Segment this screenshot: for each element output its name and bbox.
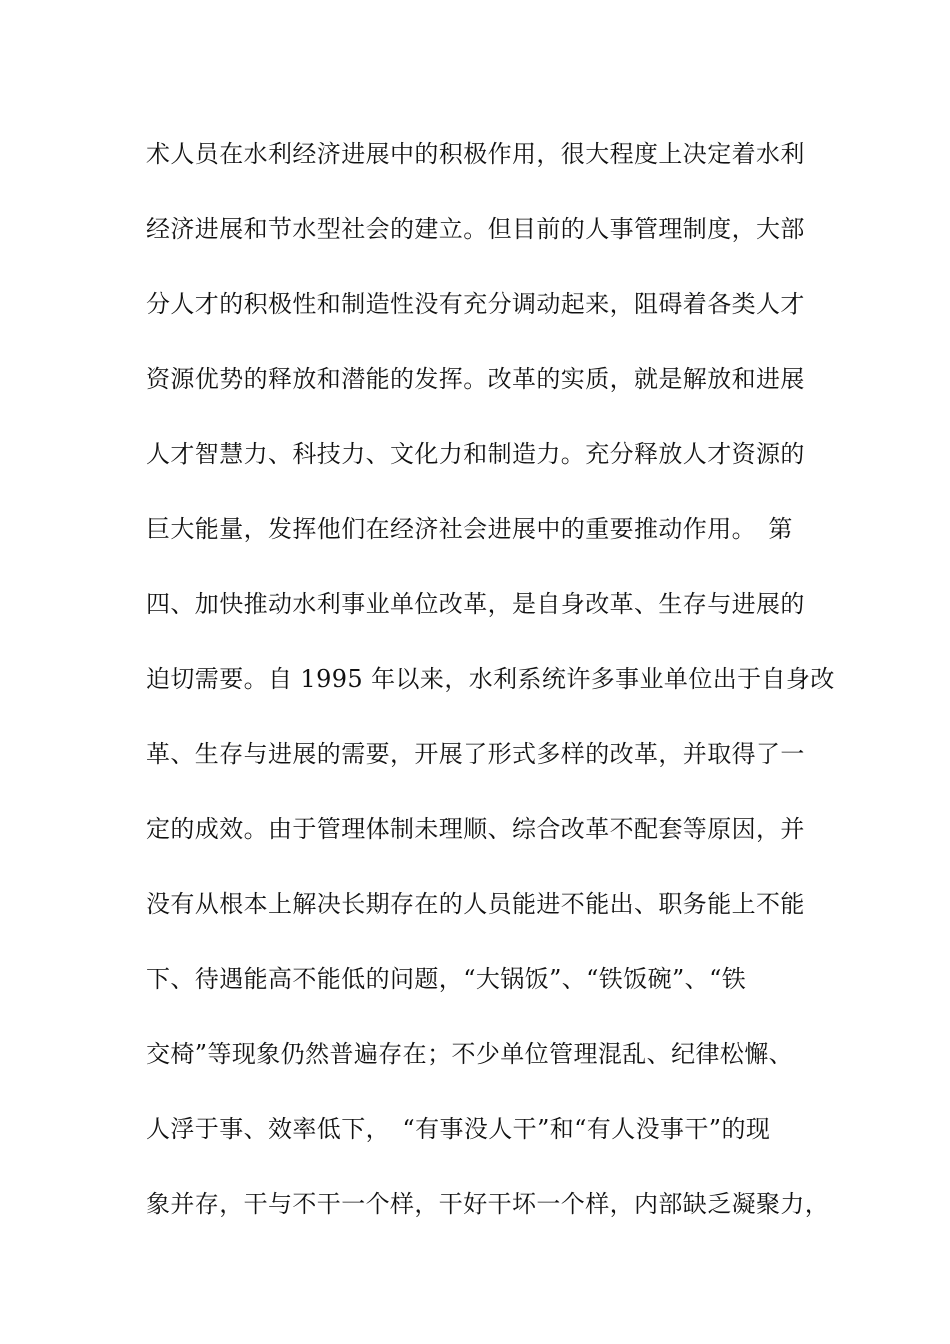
text-line-13: 交椅”等现象仍然普遍存在；不少单位管理混乱、纪律松懈、 (146, 1040, 794, 1068)
text-line-3: 分人才的积极性和制造性没有充分调动起来，阻碍着各类人才 (146, 290, 805, 318)
text-line-2: 经济进展和节水型社会的建立。但目前的人事管理制度，大部 (146, 215, 805, 243)
text-line-5: 人才智慧力、科技力、文化力和制造力。充分释放人才资源的 (146, 440, 805, 468)
text-line-11: 没有从根本上解决长期存在的人员能进不能出、职务能上不能 (146, 890, 805, 918)
text-line-1: 术人员在水利经济进展中的积极作用，很大程度上决定着水利 (146, 140, 805, 168)
body-text (146, 132, 835, 1257)
text-line-9: 革、生存与进展的需要，开展了形式多样的改革，并取得了一 (146, 740, 805, 768)
text-line-10: 定的成效。由于管理体制未理顺、综合改革不配套等原因，并 (146, 815, 805, 843)
text-line-6: 巨大能量，发挥他们在经济社会进展中的重要推动作用。 第 (146, 515, 793, 543)
text-line-8: 迫切需要。自 1995 年以来，水利系统许多事业单位出于自身改 (146, 665, 835, 693)
text-line-15: 象并存，干与不干一个样，干好干坏一个样，内部缺乏凝聚力， (146, 1190, 830, 1218)
text-line-4: 资源优势的释放和潜能的发挥。改革的实质，就是解放和进展 (146, 365, 805, 393)
text-line-7: 四、加快推动水利事业单位改革，是自身改革、生存与进展的 (146, 590, 805, 618)
text-line-14: 人浮于事、效率低下， “有事没人干”和“有人没事干”的现 (146, 1115, 771, 1143)
text-line-12: 下、待遇能高不能低的问题，“大锅饭”、“铁饭碗”、“铁 (146, 965, 747, 993)
